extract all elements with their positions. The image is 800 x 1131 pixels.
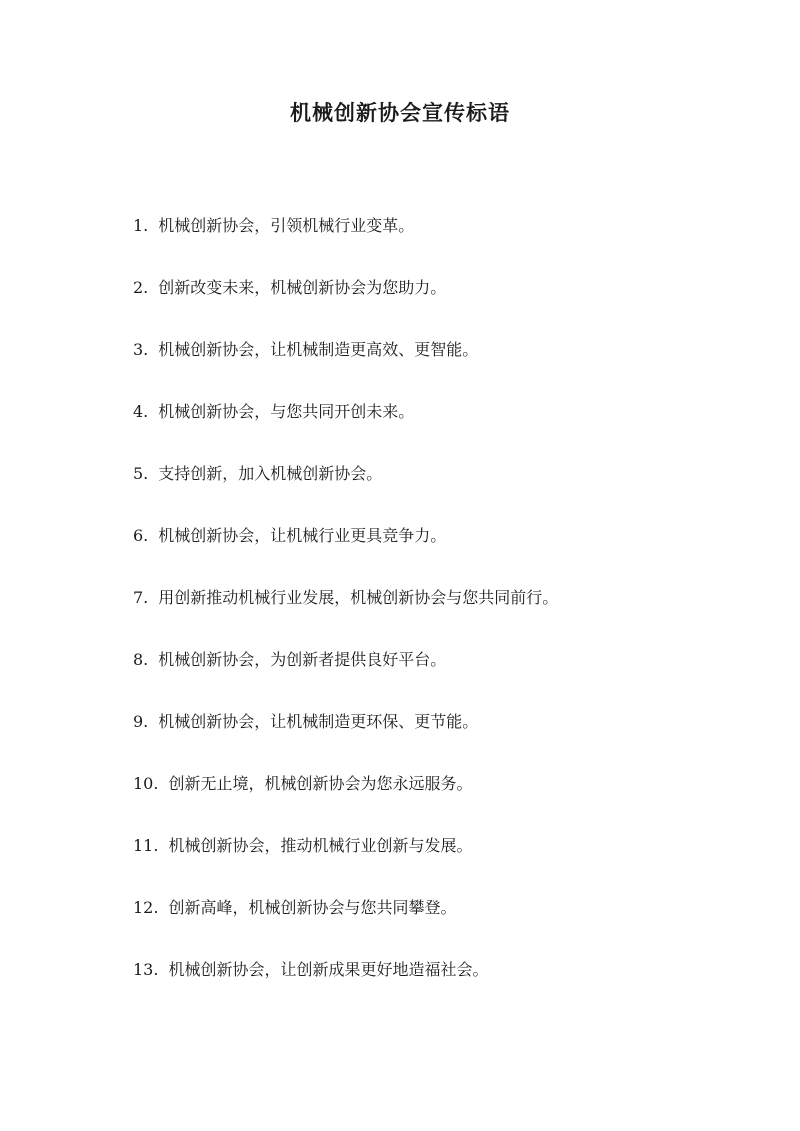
- slogan-number: 9.: [133, 712, 149, 731]
- slogan-number: 7.: [133, 588, 149, 607]
- slogan-text: 机械创新协会，让机械制造更环保、更节能。: [158, 712, 479, 731]
- slogan-number: 6.: [133, 526, 149, 545]
- slogan-text: 创新改变未来，机械创新协会为您助力。: [158, 278, 447, 297]
- slogan-number: 2.: [133, 278, 149, 297]
- list-item: [133, 896, 800, 958]
- slogan-text: 机械创新协会，推动机械行业创新与发展。: [168, 836, 473, 855]
- slogan-number: 3.: [133, 340, 149, 359]
- slogan-number: 13.: [133, 960, 159, 979]
- slogan-text: 机械创新协会，让创新成果更好地造福社会。: [168, 960, 489, 979]
- slogan-text: 机械创新协会，与您共同开创未来。: [158, 402, 415, 421]
- slogan-text: 创新无止境，机械创新协会为您永远服务。: [168, 774, 473, 793]
- list-item: [133, 214, 800, 276]
- list-item: [133, 648, 800, 710]
- list-item: [133, 834, 800, 896]
- slogan-text: 用创新推动机械行业发展，机械创新协会与您共同前行。: [158, 588, 559, 607]
- list-item: [133, 524, 800, 586]
- slogan-number: 5.: [133, 464, 149, 483]
- slogan-number: 4.: [133, 402, 149, 421]
- slogan-number: 8.: [133, 650, 149, 669]
- list-item: [133, 338, 800, 400]
- slogan-list: [0, 214, 800, 1020]
- list-item: [133, 586, 800, 648]
- slogan-text: 创新高峰，机械创新协会与您共同攀登。: [168, 898, 457, 917]
- list-item: [133, 710, 800, 772]
- list-item: [133, 958, 800, 1020]
- slogan-text: 机械创新协会，引领机械行业变革。: [158, 216, 415, 235]
- list-item: [133, 276, 800, 338]
- slogan-number: 1.: [133, 216, 149, 235]
- page-title: 机械创新协会宣传标语: [290, 100, 510, 125]
- slogan-text: 支持创新，加入机械创新协会。: [158, 464, 383, 483]
- list-item: [133, 462, 800, 524]
- slogan-text: 机械创新协会，让机械制造更高效、更智能。: [158, 340, 479, 359]
- slogan-text: 机械创新协会，为创新者提供良好平台。: [158, 650, 447, 669]
- slogan-number: 12.: [133, 898, 159, 917]
- slogan-number: 10.: [133, 774, 159, 793]
- slogan-number: 11.: [133, 836, 159, 855]
- list-item: [133, 772, 800, 834]
- list-item: [133, 400, 800, 462]
- slogan-text: 机械创新协会，让机械行业更具竞争力。: [158, 526, 447, 545]
